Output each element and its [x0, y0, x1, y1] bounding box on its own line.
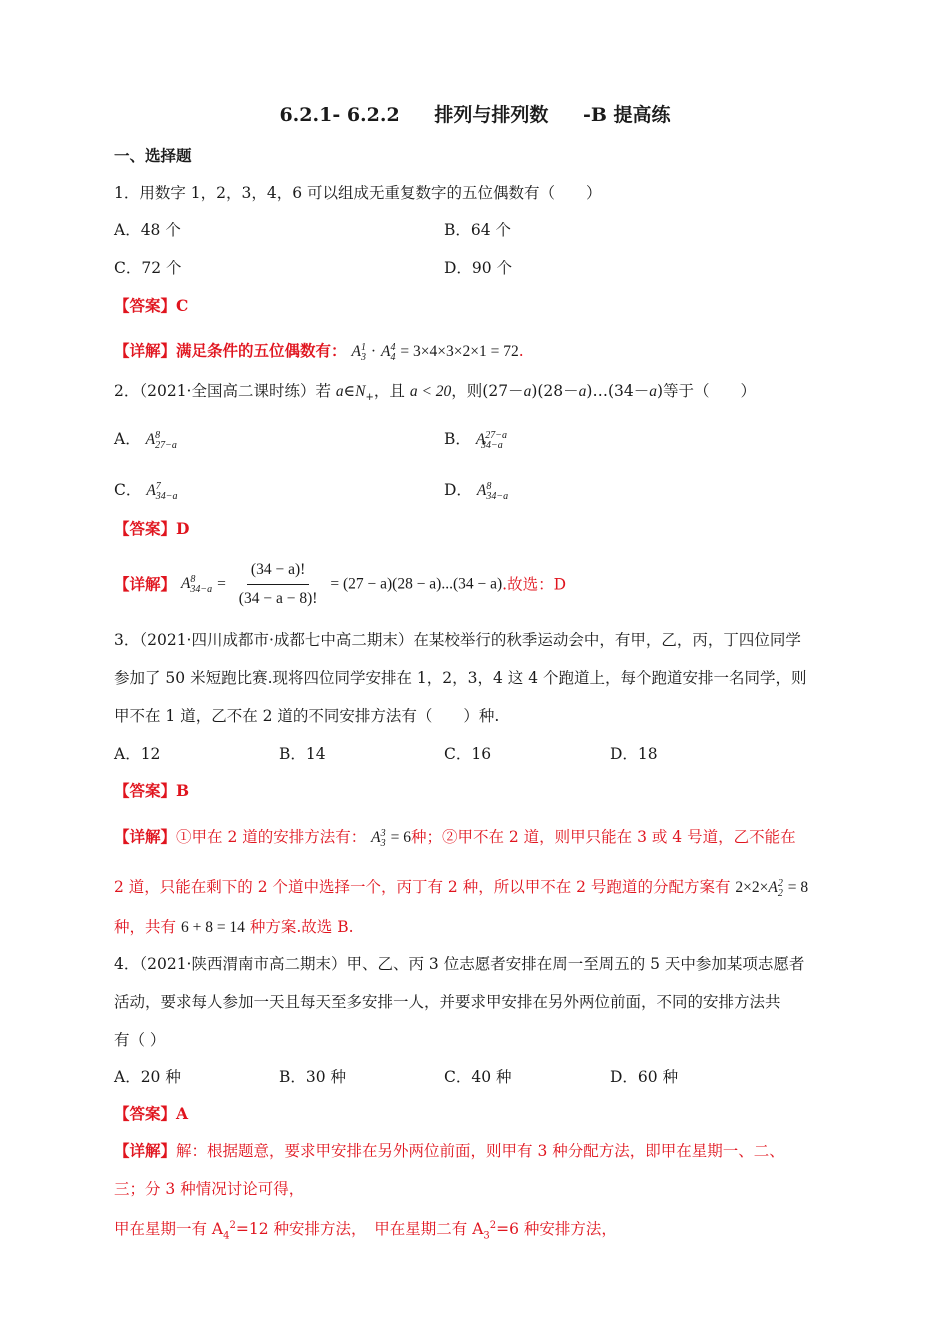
- fraction-numerator: (34 − a)!: [247, 558, 309, 585]
- q4-detail-line1: [114, 1141, 785, 1161]
- q2-stem-expr3: )…(34－: [586, 382, 650, 400]
- q2-stem-and: ，且: [373, 382, 410, 400]
- answer-value: C: [176, 296, 189, 315]
- answer-tag: 【答案】: [114, 296, 177, 315]
- detail-part: ①甲在 2 道的安排方法有：: [176, 828, 367, 847]
- detail-rhs: = (27 − a)(28 − a)...(34 − a): [330, 575, 503, 593]
- q3-answer: [114, 781, 189, 801]
- q4-detail-line2: 三；分 3 种情况讨论可得，: [114, 1180, 305, 1198]
- q2-answer: [114, 519, 189, 539]
- option-label: B．: [444, 430, 471, 449]
- title-name: 排列与排列数: [434, 104, 549, 126]
- detail-part: =6 种安排方法，: [496, 1220, 617, 1239]
- answer-value: A: [176, 1104, 189, 1123]
- q3-detail-line1: 【详解】①甲在 2 道的安排方法有： $A^3_3 = 6$种；②甲不在 2 道，则甲只能在 3 或 4 号道，乙不能在: [114, 827, 796, 850]
- answer-tag: 【答案】: [114, 781, 177, 800]
- detail-tag: 【详解】: [114, 574, 177, 594]
- section-heading: 一、选择题: [114, 146, 192, 165]
- q4-option-a: A．20 种: [114, 1068, 181, 1086]
- formula-a31: $A^1_3$: [351, 342, 366, 364]
- detail-tag: 【详解】: [114, 827, 177, 847]
- option-label: A．: [114, 430, 141, 449]
- detail-part: =12 种安排方法， 甲在星期二有 A: [235, 1220, 484, 1239]
- answer-tag: 【答案】: [114, 1104, 177, 1123]
- fraction-denominator: (34 − a − 8)!: [238, 590, 318, 607]
- q1-option-d: D．90 个: [444, 259, 513, 277]
- detail-part: 2 道，只能在剩下的 2 个道中选择一个，丙丁有 2 种，所以甲不在 2 号跑道的分配方案有: [114, 878, 731, 897]
- q2-stem: 2．（2021·全国高二课时练）若 $a\in N_+$，且 a < 20，则(27－a)(28－a)…(34－a)等于（ ）: [114, 382, 757, 404]
- q2-stem-source: 2．（2021·全国高二课时练）若: [114, 382, 336, 400]
- q4-option-d: D．60 种: [610, 1068, 679, 1086]
- formula-product: = 3×4×3×2×1 = 72: [400, 343, 519, 361]
- q2-option-d: D． $A^8_{34-a}$: [444, 481, 509, 503]
- detail-fraction: [235, 558, 322, 611]
- q2-option-c: C． $A^7_{34-a}$: [114, 481, 178, 503]
- q2-option-a: A． $A^8_{27-a}$: [114, 430, 177, 452]
- q1-detail: 【详解】满足条件的五位偶数有： $A^1_3 \cdot A^4_4 = 3\times 4\times 3\times 2\times 1 = 72$.: [114, 341, 524, 364]
- formula-a44: $A^4_4$: [380, 342, 396, 364]
- q1-answer: [114, 296, 188, 316]
- title-suffix: -B 提高练: [582, 104, 671, 126]
- q3-detail-line2: 2 道，只能在剩下的 2 个道中选择一个，丙丁有 2 种，所以甲不在 2 号跑道的分配方案有 $2\times 2\times A^2_2 = 8$: [114, 878, 809, 900]
- detail-formula: = 6: [390, 829, 411, 847]
- document-title: [0, 100, 950, 127]
- detail-part: 解：根据题意，要求甲安排在另外两位前面，则甲有 3 种分配方法，即甲在星期一、二、: [176, 1142, 785, 1160]
- q4-stem-line2: 活动，要求每人参加一天且每天至多安排一人，并要求甲安排在另外两位前面，不同的安排方法共: [114, 993, 781, 1011]
- q2-stem-end: )等于（ ）: [656, 382, 757, 400]
- q3-stem-line3: 甲不在 1 道，乙不在 2 道的不同安排方法有（ ）种.: [114, 707, 500, 725]
- q3-option-a: A．12: [114, 745, 161, 763]
- answer-value: D: [176, 519, 190, 538]
- q3-option-d: D．18: [610, 745, 658, 763]
- title-number: 6.2.1- 6.2.2: [279, 104, 400, 126]
- detail-end: .: [518, 342, 524, 361]
- q4-answer: [114, 1104, 188, 1124]
- q2-stem-bound: a < 20: [409, 383, 452, 400]
- answer-value: B: [176, 781, 190, 800]
- q2-stem-expr1: ，则(27－: [451, 382, 524, 400]
- detail-part: 种；②甲不在 2 道，则甲只能在 3 或 4 号道，乙不能在: [410, 828, 796, 847]
- q2-stem-expr2: )(28－: [531, 382, 579, 400]
- q3-stem-line2: 参加了 50 米短跑比赛.现将四位同学安排在 1，2，3，4 这 4 个跑道上，每个跑道安排一名同学，则: [114, 669, 807, 687]
- q4-detail-line3: 甲在星期一有 $A_4^2=12$ 种安排方法， 甲在星期二有 $A_3^2=6$ 种安排方法，: [114, 1220, 617, 1242]
- detail-part: 种方案.故选 B.: [249, 918, 354, 936]
- answer-tag: 【答案】: [114, 519, 177, 538]
- q3-stem-line1: 3．（2021·四川成都市·成都七中高二期末）在某校举行的秋季运动会中，有甲，乙，丙，丁四位同学: [114, 631, 801, 649]
- q2-option-b: B． $A^{27-a}_{34-a}$: [444, 430, 508, 452]
- q3-option-b: B．14: [279, 745, 326, 763]
- q4-option-b: B．30 种: [279, 1068, 347, 1086]
- q3-detail-line3: [114, 917, 354, 938]
- q4-stem-line3: 有（ ）: [114, 1031, 166, 1049]
- q4-option-c: C．40 种: [444, 1068, 512, 1086]
- option-label: D．: [444, 481, 472, 500]
- detail-text: 满足条件的五位偶数有：: [176, 341, 347, 361]
- detail-end: .故选：D: [502, 575, 567, 594]
- detail-tag: 【详解】: [114, 1141, 177, 1160]
- detail-formula: 6 + 8 = 14: [180, 919, 245, 936]
- q1-option-b: B．64 个: [444, 221, 512, 239]
- detail-formula: = 8: [787, 879, 809, 897]
- q2-detail: 【详解】 $A^8_{34-a}$ = $\frac{(34 - a)!}{(34 - a - 8)!}$ = (27 − a)(28 − a)...(34 − a).故选：D: [114, 558, 566, 611]
- q1-option-c: C．72 个: [114, 259, 182, 277]
- detail-tag: 【详解】: [114, 341, 177, 361]
- q1-option-a: A．48 个: [114, 221, 181, 239]
- detail-part: 种，共有: [114, 918, 177, 936]
- detail-formula: 2×2×: [735, 879, 769, 897]
- q4-stem-line1: 4．（2021·陕西渭南市高二期末）甲、乙、丙 3 位志愿者安排在周一至周五的 5 天中参加某项志愿者: [114, 955, 805, 973]
- q1-stem: 1．用数字 1，2，3，4，6 可以组成无重复数字的五位偶数有（ ）: [114, 184, 602, 202]
- detail-part: 甲在星期一有 A: [114, 1220, 224, 1239]
- option-label: C．: [114, 481, 142, 500]
- q2-stem-condition: a∈N: [335, 383, 366, 400]
- q3-option-c: C．16: [444, 745, 492, 763]
